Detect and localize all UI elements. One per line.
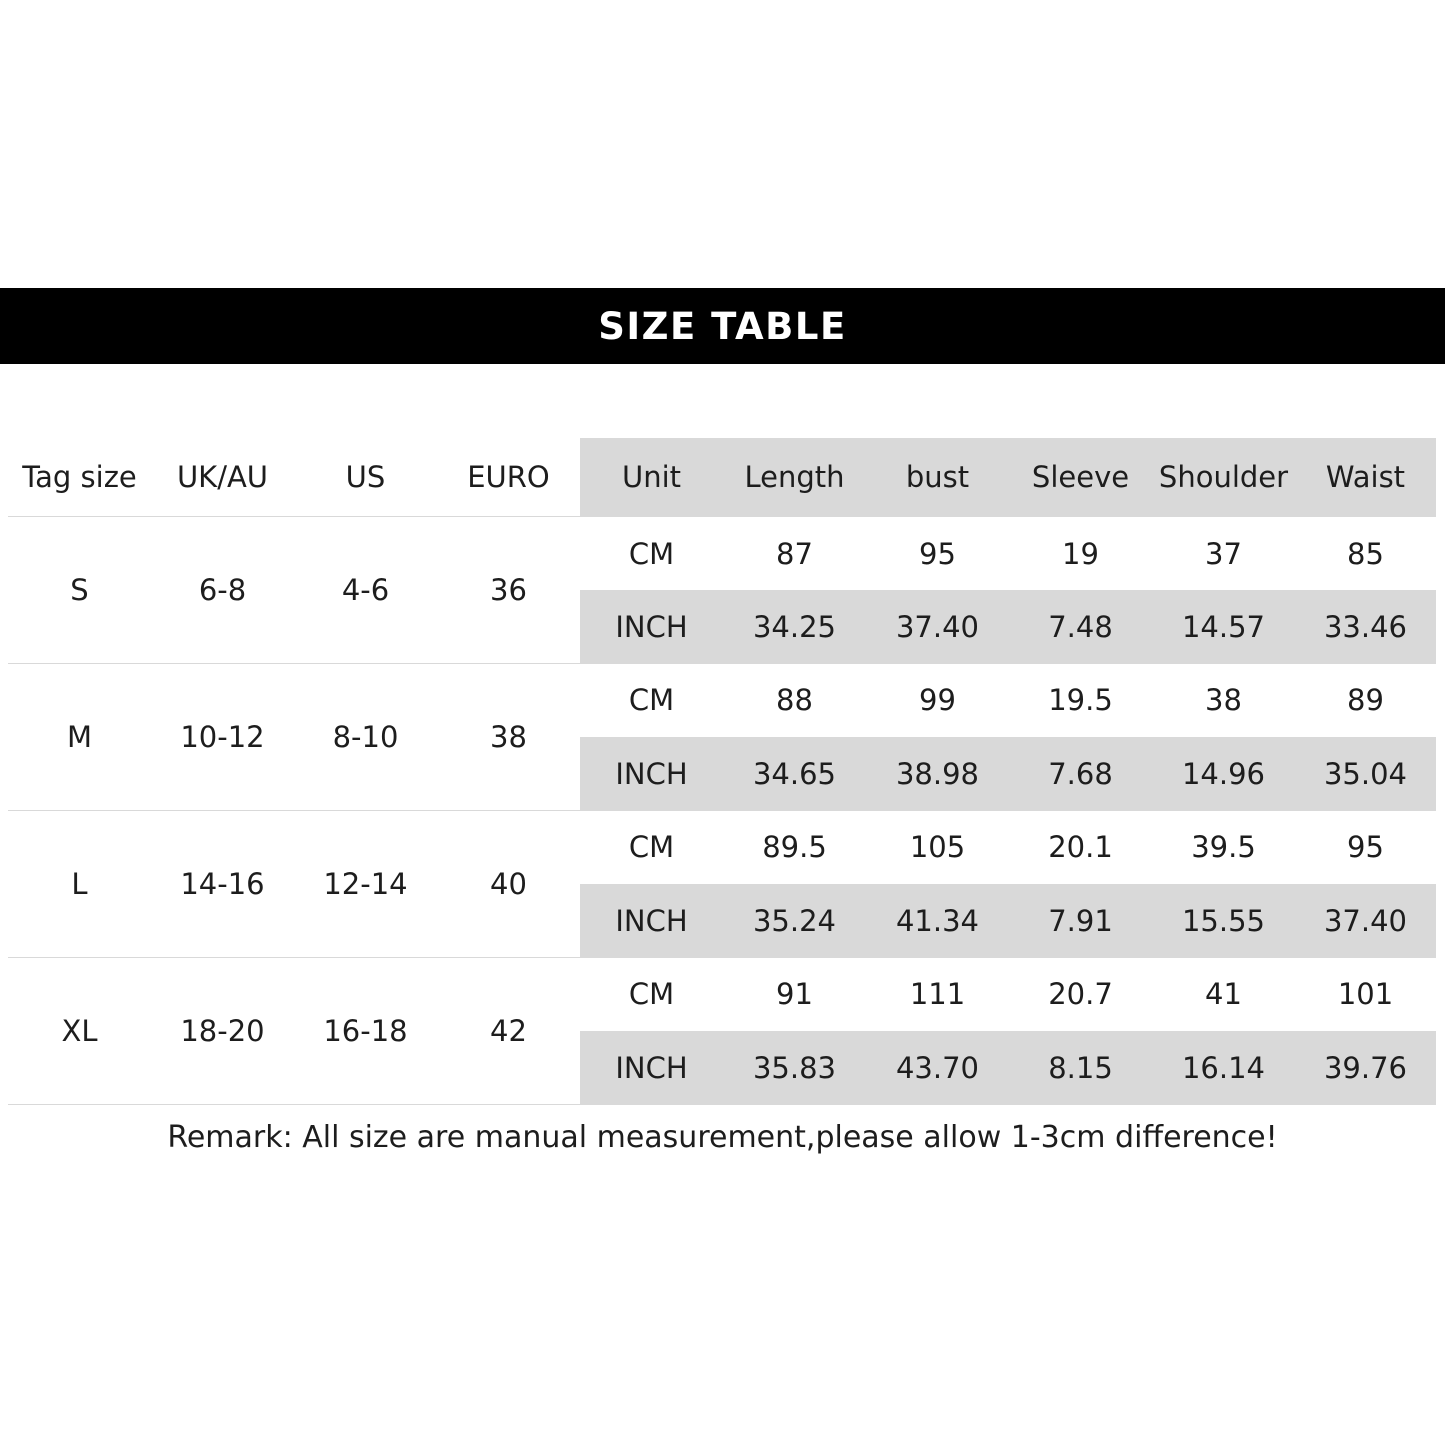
cell-sleeve-cm: 19.5	[1009, 664, 1152, 738]
cell-waist-cm: 101	[1295, 958, 1436, 1032]
cell-waist-inch: 37.40	[1295, 884, 1436, 958]
cell-unit-cm: CM	[580, 517, 723, 591]
table-header-row	[8, 438, 1436, 517]
cell-length-cm: 88	[723, 664, 866, 738]
cell-waist-inch: 39.76	[1295, 1031, 1436, 1105]
cell-uk-au: 10-12	[151, 664, 294, 811]
cell-uk-au: 6-8	[151, 517, 294, 664]
cell-length-inch: 35.24	[723, 884, 866, 958]
cell-shoulder-cm: 37	[1152, 517, 1295, 591]
column-header-waist: Waist	[1295, 438, 1436, 517]
cell-us: 8-10	[294, 664, 437, 811]
cell-sleeve-inch: 7.68	[1009, 737, 1152, 811]
cell-unit-inch: INCH	[580, 590, 723, 663]
cell-euro: 40	[437, 811, 580, 958]
cell-euro: 36	[437, 517, 580, 664]
cell-length-inch: 34.25	[723, 590, 866, 663]
cell-bust-inch: 38.98	[866, 737, 1009, 811]
cell-sleeve-inch: 7.48	[1009, 590, 1152, 663]
column-header-tag-size: Tag size	[8, 438, 151, 517]
column-header-euro: EURO	[437, 438, 580, 517]
cell-bust-cm: 111	[866, 958, 1009, 1032]
cell-waist-inch: 35.04	[1295, 737, 1436, 811]
cell-tag-size: S	[8, 517, 151, 664]
cell-shoulder-inch: 16.14	[1152, 1031, 1295, 1105]
cell-sleeve-inch: 8.15	[1009, 1031, 1152, 1105]
cell-waist-cm: 95	[1295, 811, 1436, 885]
cell-sleeve-cm: 19	[1009, 517, 1152, 591]
cell-bust-cm: 95	[866, 517, 1009, 591]
cell-unit-cm: CM	[580, 958, 723, 1032]
cell-waist-cm: 85	[1295, 517, 1436, 591]
cell-unit-inch: INCH	[580, 884, 723, 958]
cell-tag-size: L	[8, 811, 151, 958]
cell-sleeve-cm: 20.1	[1009, 811, 1152, 885]
cell-length-cm: 91	[723, 958, 866, 1032]
cell-uk-au: 18-20	[151, 958, 294, 1105]
cell-shoulder-cm: 39.5	[1152, 811, 1295, 885]
cell-tag-size: XL	[8, 958, 151, 1105]
cell-length-inch: 35.83	[723, 1031, 866, 1105]
cell-length-inch: 34.65	[723, 737, 866, 811]
page-title: SIZE TABLE	[598, 304, 847, 348]
cell-shoulder-inch: 14.57	[1152, 590, 1295, 663]
cell-waist-inch: 33.46	[1295, 590, 1436, 663]
title-bar	[0, 288, 1445, 364]
column-header-length: Length	[723, 438, 866, 517]
column-header-sleeve: Sleeve	[1009, 438, 1152, 517]
cell-us: 16-18	[294, 958, 437, 1105]
cell-shoulder-cm: 38	[1152, 664, 1295, 738]
column-header-us: US	[294, 438, 437, 517]
size-table-container	[8, 438, 1436, 1105]
cell-uk-au: 14-16	[151, 811, 294, 958]
cell-euro: 38	[437, 664, 580, 811]
cell-unit-inch: INCH	[580, 1031, 723, 1105]
cell-tag-size: M	[8, 664, 151, 811]
cell-length-cm: 87	[723, 517, 866, 591]
cell-sleeve-inch: 7.91	[1009, 884, 1152, 958]
column-header-unit: Unit	[580, 438, 723, 517]
size-table	[8, 438, 1436, 1105]
cell-shoulder-inch: 15.55	[1152, 884, 1295, 958]
cell-us: 12-14	[294, 811, 437, 958]
cell-length-cm: 89.5	[723, 811, 866, 885]
column-header-uk-au: UK/AU	[151, 438, 294, 517]
cell-sleeve-cm: 20.7	[1009, 958, 1152, 1032]
cell-bust-cm: 99	[866, 664, 1009, 738]
cell-unit-cm: CM	[580, 811, 723, 885]
cell-unit-cm: CM	[580, 664, 723, 738]
table-row	[8, 958, 1436, 1032]
cell-bust-cm: 105	[866, 811, 1009, 885]
table-row	[8, 811, 1436, 885]
cell-us: 4-6	[294, 517, 437, 664]
table-row	[8, 664, 1436, 738]
column-header-shoulder: Shoulder	[1152, 438, 1295, 517]
cell-waist-cm: 89	[1295, 664, 1436, 738]
cell-bust-inch: 37.40	[866, 590, 1009, 663]
cell-shoulder-cm: 41	[1152, 958, 1295, 1032]
table-row	[8, 517, 1436, 591]
remark-text: Remark: All size are manual measurement,please allow 1-3cm difference!	[167, 1120, 1278, 1155]
cell-unit-inch: INCH	[580, 737, 723, 811]
cell-euro: 42	[437, 958, 580, 1105]
column-header-bust: bust	[866, 438, 1009, 517]
cell-bust-inch: 41.34	[866, 884, 1009, 958]
cell-shoulder-inch: 14.96	[1152, 737, 1295, 811]
cell-bust-inch: 43.70	[866, 1031, 1009, 1105]
